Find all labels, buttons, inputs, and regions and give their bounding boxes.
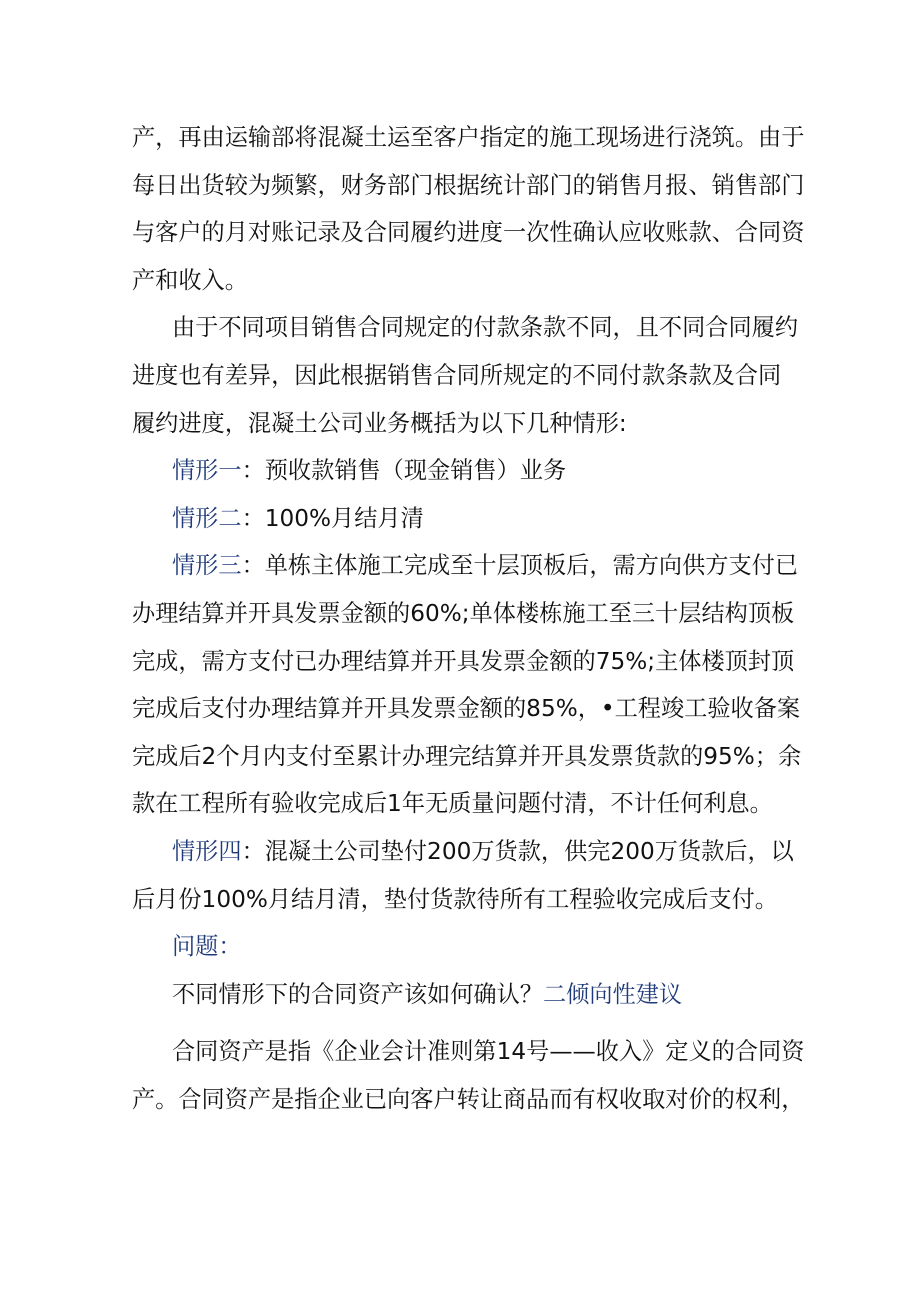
situation-2-text: ：100%月结月清 [241, 504, 424, 532]
situation-4 [132, 828, 804, 923]
paragraph-2-line: 履约进度，混凝土公司业务概括为以下几种情形: [132, 409, 627, 437]
situation-3-line: 款在工程所有验收完成后1年无质量问题付清，不计任何利息。 [132, 790, 773, 818]
situation-1-line [132, 447, 804, 495]
paragraph-final [132, 1028, 804, 1123]
paragraph-2-line: 由于不同项目销售合同规定的付款条款不同，且不同合同履约 [172, 314, 799, 342]
paragraph-1-line: 产，再由运输部将混凝土运至客户指定的施工现场进行浇筑。由于 [132, 124, 805, 151]
situation-3-line: 完成后支付办理结算并开具发票金额的85%，•工程竣工验收备案 [132, 695, 801, 723]
situation-4-label: 情形四 [172, 837, 242, 865]
situation-3-text: ：单栋主体施工完成至十层顶板后，需方向供方支付已 [241, 552, 799, 580]
situation-3 [132, 542, 804, 828]
document-body [132, 114, 804, 1123]
paragraph-final-line: 产。合同资产是指企业已向客户转让商品而有权收取对价的权利， [132, 1085, 805, 1113]
situation-2 [132, 495, 804, 543]
situation-3-label: 情形三 [172, 552, 242, 580]
situation-1 [132, 447, 804, 495]
situation-4-text: ：混凝土公司垫付200万货款，供完200万货款后，以 [241, 837, 794, 865]
question-section [132, 923, 804, 1018]
situation-3-line: 完成后2个月内支付至累计办理完结算并开具发票货款的95%；余 [132, 742, 802, 770]
situation-1-label: 情形一 [172, 457, 242, 485]
situation-2-line [132, 495, 804, 543]
paragraph-2-line: 进度也有差异，因此根据销售合同所规定的不同付款条款及合同 [132, 361, 782, 389]
paragraph-2 [132, 304, 804, 447]
paragraph-1-line: 与客户的月对账记录及合同履约进度一次性确认应收账款、合同资 [132, 219, 805, 247]
question-line [132, 971, 804, 1019]
situation-4-line: 后月份100%月结月清，垫付货款待所有工程验收完成后支付。 [132, 885, 778, 913]
paragraph-1-line: 产和收入。 [132, 266, 248, 294]
paragraph-1-line: 每日出货较为频繁，财务部门根据统计部门的销售月报、销售部门 [132, 171, 805, 199]
question-label: 问题： [172, 933, 242, 961]
situation-3-line: 办理结算并开具发票金额的60%;单体楼栋施工至三十层结构顶板 [132, 599, 795, 627]
paragraph-1 [132, 114, 804, 304]
situation-1-text: ：预收款销售（现金销售）业务 [241, 457, 567, 485]
situation-4-line [132, 828, 804, 876]
situation-2-label: 情形二 [172, 504, 242, 532]
situation-3-line [132, 542, 804, 590]
question-text: 不同情形下的合同资产该如何确认？ [172, 980, 543, 1008]
suggestion-heading: 二倾向性建议 [543, 980, 683, 1008]
situation-3-line: 完成，需方支付已办理结算并开具发票金额的75%;主体楼顶封顶 [132, 647, 795, 675]
paragraph-final-line: 合同资产是指《企业会计准则第14号——收入》定义的合同资 [172, 1038, 805, 1066]
